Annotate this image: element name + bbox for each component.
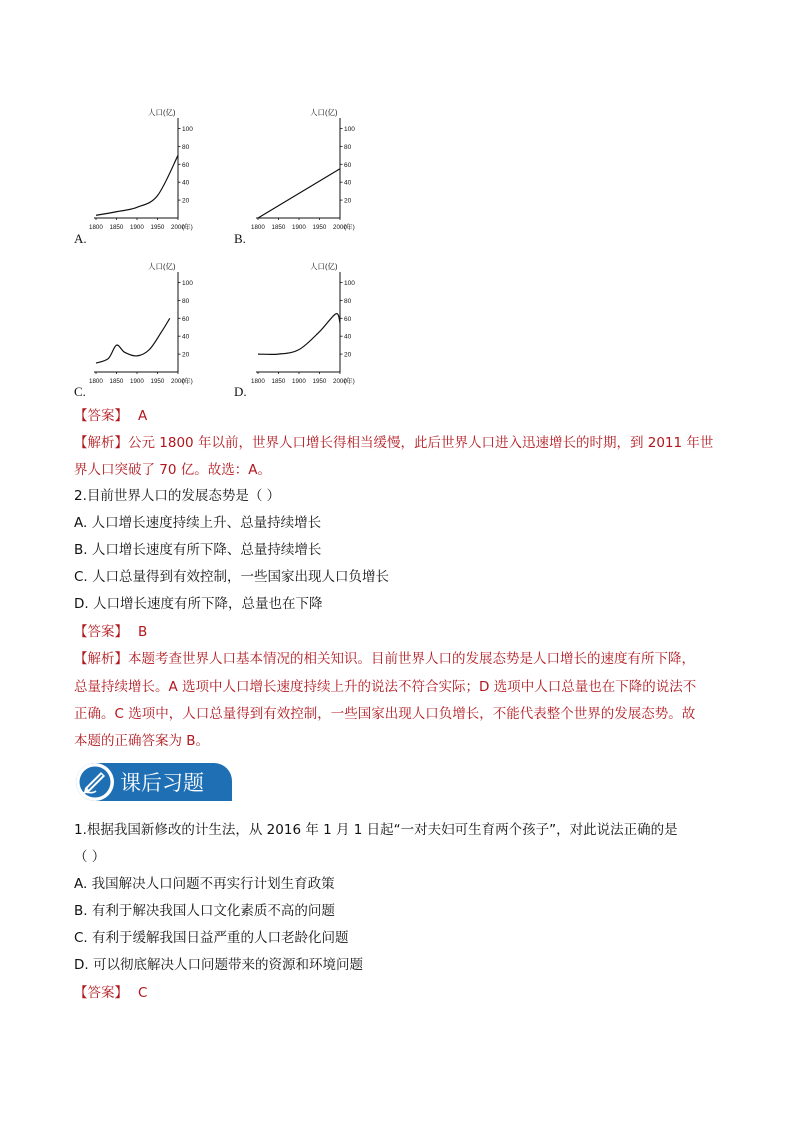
x-tick-label: 2000 [333, 378, 347, 385]
chart-svg [86, 256, 201, 394]
q3-option-a: A. 我国解决人口问题不再实行计划生育政策 [74, 876, 335, 892]
y-tick-label: 60 [344, 161, 352, 169]
x-tick-label: 1950 [312, 224, 327, 231]
y-tick-label: 100 [344, 125, 355, 133]
y-tick-label: 40 [344, 179, 352, 187]
q2-answer-tag: 【答案】 [74, 624, 128, 640]
x-tick-label: 2000 [171, 224, 185, 231]
y-tick-label: 100 [344, 279, 355, 287]
q1-analysis-line-2: 界人口突破了 70 亿。故选：A。 [74, 462, 271, 478]
section-title: 课后习题 [120, 771, 204, 795]
q2-analysis-line-3: 正确。C 选项中，人口总量得到有效控制，一些国家出现人口负增长，不能代表整个世界的发展态势。故 [74, 706, 696, 722]
x-axis-unit: (年) [344, 224, 355, 231]
y-tick-label: 20 [344, 197, 352, 205]
x-tick-label: 1800 [89, 224, 103, 231]
q1-answer-value: A [138, 408, 148, 424]
x-tick-label: 2000 [333, 224, 347, 231]
chart-option-a [86, 102, 201, 240]
y-axis-label: 人口(亿) [310, 108, 338, 117]
option-letter-a: A. [74, 231, 87, 246]
y-tick-label: 20 [344, 351, 352, 359]
chart-option-c [86, 256, 201, 394]
x-tick-label: 1850 [271, 378, 286, 385]
population-curve [96, 318, 170, 363]
q3-option-d: D. 可以彻底解决人口问题带来的资源和环境问题 [74, 957, 363, 973]
q2-option-c: C. 人口总量得到有效控制，一些国家出现人口负增长 [74, 569, 390, 585]
x-tick-label: 1800 [251, 378, 265, 385]
y-tick-label: 80 [344, 143, 352, 151]
chart-svg [248, 102, 363, 240]
q1-analysis-line-1 [74, 434, 713, 452]
x-tick-label: 1850 [109, 224, 124, 231]
x-tick-label: 1800 [251, 224, 265, 231]
section-banner [74, 761, 234, 803]
y-tick-label: 80 [182, 143, 190, 151]
y-tick-label: 40 [344, 333, 352, 341]
y-tick-label: 60 [344, 315, 352, 323]
x-tick-label: 1900 [292, 224, 306, 231]
x-tick-label: 1950 [150, 224, 165, 231]
q3-option-b: B. 有利于解决我国人口文化素质不高的问题 [74, 903, 335, 919]
q3-answer-tag: 【答案】 [74, 985, 128, 1001]
q2-answer-value: B [138, 624, 148, 640]
x-tick-label: 1850 [271, 224, 286, 231]
x-axis-unit: (年) [344, 378, 355, 385]
x-tick-label: 2000 [171, 378, 185, 385]
chart-svg [86, 102, 201, 240]
q1-analysis-tag: 【解析】 [74, 435, 128, 451]
q3-answer-line [74, 984, 147, 1002]
population-curve [258, 169, 340, 218]
x-tick-label: 1900 [130, 224, 144, 231]
x-tick-label: 1800 [89, 378, 103, 385]
y-tick-label: 20 [182, 351, 190, 359]
q2-analysis-tag: 【解析】 [74, 651, 128, 667]
y-axis-label: 人口(亿) [148, 108, 176, 117]
q2-analysis-line-4: 本题的正确答案为 B。 [74, 733, 210, 749]
option-letter-d: D. [234, 384, 247, 399]
option-letter-c: C. [74, 384, 86, 399]
q2-stem: 2.目前世界人口的发展态势是（ ） [74, 488, 281, 504]
q3-stem-line-2: （ ） [74, 849, 106, 865]
q2-option-b: B. 人口增长速度有所下降、总量持续增长 [74, 542, 322, 558]
y-tick-label: 80 [182, 297, 190, 305]
y-tick-label: 80 [344, 297, 352, 305]
population-curve [96, 155, 178, 215]
y-tick-label: 60 [182, 161, 190, 169]
y-tick-label: 40 [182, 179, 190, 187]
q3-stem-line-1: 1.根据我国新修改的计生法，从 2016 年 1 月 1 日起“一对夫妇可生育两个孩子”，对此说法正确的是 [74, 822, 678, 838]
x-tick-label: 1900 [130, 378, 144, 385]
y-axis-label: 人口(亿) [148, 262, 176, 271]
x-tick-label: 1900 [292, 378, 306, 385]
option-letter-b: B. [234, 231, 246, 246]
chart-option-b [248, 102, 363, 240]
q2-analysis-line-2: 总量持续增长。A 选项中人口增长速度持续上升的说法不符合实际；D 选项中人口总量也在下降的说法不 [74, 679, 697, 695]
x-tick-label: 1950 [312, 378, 327, 385]
x-tick-label: 1850 [109, 378, 124, 385]
q2-option-a: A. 人口增长速度持续上升、总量持续增长 [74, 515, 322, 531]
chart-svg [248, 256, 363, 394]
y-tick-label: 40 [182, 333, 190, 341]
y-tick-label: 20 [182, 197, 190, 205]
y-tick-label: 100 [182, 279, 193, 287]
population-curve [258, 314, 340, 355]
q2-option-d: D. 人口增长速度有所下降，总量也在下降 [74, 596, 323, 612]
section-banner-graphic [74, 761, 234, 803]
q1-answer-tag: 【答案】 [74, 408, 128, 424]
q3-answer-value: C [138, 985, 148, 1001]
chart-option-d [248, 256, 363, 394]
q2-answer-line [74, 623, 147, 641]
q3-option-c: C. 有利于缓解我国日益严重的人口老龄化问题 [74, 930, 349, 946]
q2-analysis-text: 本题考查世界人口基本情况的相关知识。目前世界人口的发展态势是人口增长的速度有所下降， [128, 651, 695, 667]
q1-analysis-text: 公元 1800 年以前，世界人口增长得相当缓慢，此后世界人口进入迅速增长的时期，到 2011 年世 [128, 435, 714, 451]
y-tick-label: 100 [182, 125, 193, 133]
y-tick-label: 60 [182, 315, 190, 323]
x-axis-unit: (年) [182, 224, 193, 231]
x-tick-label: 1950 [150, 378, 165, 385]
q2-analysis-line-1 [74, 650, 695, 668]
q1-answer-line [74, 407, 147, 425]
x-axis-unit: (年) [182, 378, 193, 385]
y-axis-label: 人口(亿) [310, 262, 338, 271]
